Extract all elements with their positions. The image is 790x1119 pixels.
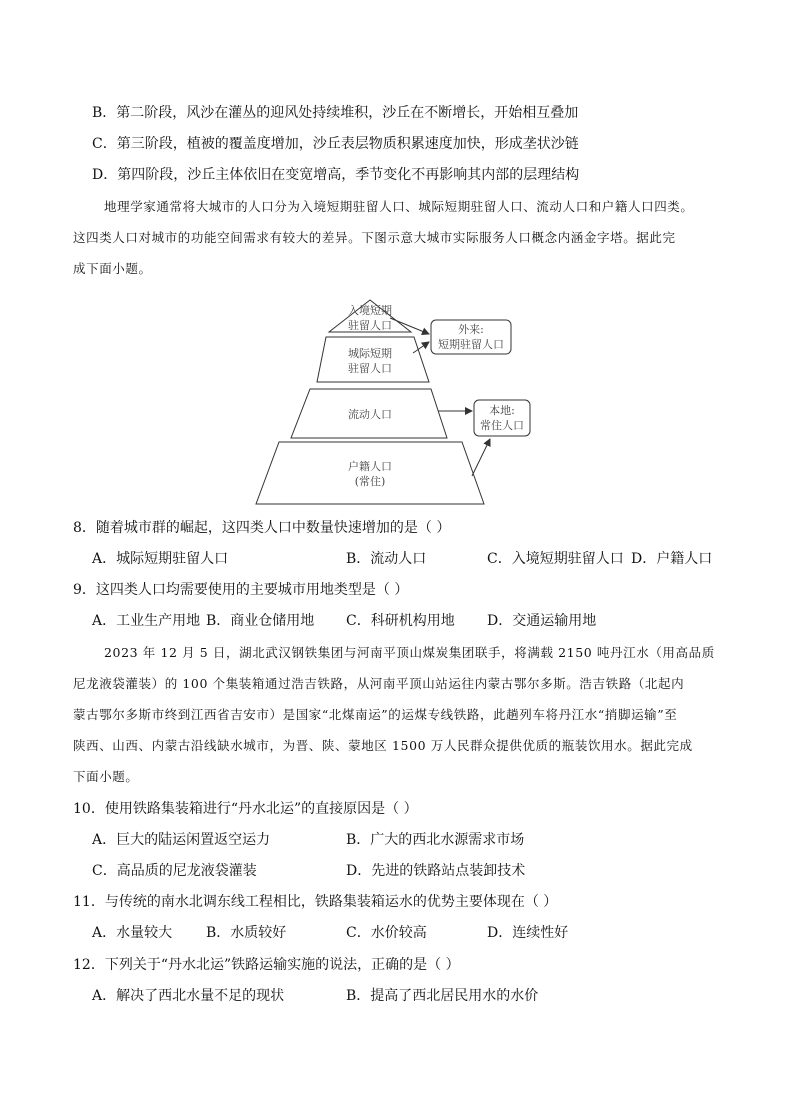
- q8-option-a: A．城际短期驻留人口: [92, 551, 229, 567]
- q12-stem: 12．下列关于“丹水北运”铁路运输实施的说法，正确的是（ ）: [73, 957, 460, 973]
- q8-stem: 8．随着城市群的崛起，这四类人口中数量快速增加的是（ ）: [73, 520, 451, 536]
- q9-option-c: C．科研机构用地: [346, 613, 455, 629]
- passage1-line-3: 成下面小题。: [73, 261, 152, 276]
- tier4-label-line2: (常住): [354, 475, 386, 488]
- q10-stem: 10．使用铁路集装箱进行“丹水北运”的直接原因是（ ）: [73, 801, 418, 817]
- q10-option-c: C．高品质的尼龙液袋灌装: [92, 863, 257, 879]
- q8-option-c: C．入境短期驻留人口: [487, 551, 624, 567]
- prev-option-c: C．第三阶段，植被的覆盖度增加，沙丘表层物质积累速度加快，形成垄状沙链: [92, 136, 579, 152]
- external-box-line1: 外来:: [458, 323, 484, 336]
- q12-option-b: B．提高了西北居民用水的水价: [346, 988, 539, 1004]
- passage2-line-5: 下面小题。: [73, 769, 139, 784]
- q8-option-b: B．流动人口: [346, 551, 427, 567]
- pyramid-tier-4: [256, 442, 484, 504]
- q11-option-a: A．水量较大: [92, 925, 173, 941]
- tier3-label: 流动人口: [348, 408, 392, 421]
- q11-option-d: D．连续性好: [487, 925, 569, 941]
- q11-option-b: B．水质较好: [206, 925, 287, 941]
- external-box-line2: 短期驻留人口: [438, 338, 504, 351]
- q9-option-b: B．商业仓储用地: [206, 613, 315, 629]
- passage1-line-1: 地理学家通常将大城市的人口分为入境短期驻留人口、城际短期驻留人口、流动人口和户籍人口四类。: [104, 199, 694, 214]
- arrow-tier4-to-local: [472, 439, 490, 476]
- population-pyramid-diagram: [250, 298, 540, 510]
- q11-stem: 11．与传统的南水北调东线工程相比，铁路集装箱运水的优势主要体现在（ ）: [73, 894, 558, 910]
- tier2-label-line2: 驻留人口: [348, 362, 392, 375]
- q9-stem: 9．这四类人口均需要使用的主要城市用地类型是（ ）: [73, 582, 409, 598]
- q11-option-c: C．水价较高: [346, 925, 427, 941]
- q8-option-d: D．户籍人口: [631, 551, 713, 567]
- passage2-line-2: 尼龙液袋灌装）的 100 个集装箱通过浩吉铁路，从河南平顶山站运往内蒙古鄂尔多斯。浩吉铁路（北起内: [73, 676, 685, 691]
- local-box-line1: 本地:: [489, 404, 515, 417]
- passage2-line-1: 2023 年 12 月 5 日，湖北武汉钢铁集团与河南平顶山煤炭集团联手，将满载 2150 吨丹江水（用高品质: [104, 645, 715, 660]
- q12-option-a: A．解决了西北水量不足的现状: [92, 988, 285, 1004]
- q10-option-a: A．巨大的陆运闲置返空运力: [92, 832, 271, 848]
- q9-option-a: A．工业生产用地: [92, 613, 201, 629]
- q9-option-d: D．交通运输用地: [487, 613, 597, 629]
- tier4-label-line1: 户籍人口: [348, 460, 392, 473]
- prev-option-d: D．第四阶段，沙丘主体依旧在变宽增高，季节变化不再影响其内部的层理结构: [92, 167, 580, 183]
- q10-option-b: B．广大的西北水源需求市场: [346, 832, 525, 848]
- passage2-line-3: 蒙古鄂尔多斯市终到江西省吉安市）是国家“北煤南运”的运煤专线铁路，此趟列车将丹江水“捎脚运输”至: [73, 707, 678, 722]
- tier1-label-line1: 入境短期: [348, 304, 392, 317]
- tier1-label-line2: 驻留人口: [348, 319, 392, 332]
- passage1-line-2: 这四类人口对城市的功能空间需求有较大的差异。下图示意大城市实际服务人口概念内涵金字塔。据此完: [73, 230, 676, 245]
- tier2-label-line1: 城际短期: [348, 347, 392, 360]
- prev-option-b: B．第二阶段，风沙在灌丛的迎风处持续堆积，沙丘在不断增长，开始相互叠加: [92, 105, 579, 121]
- passage2-line-4: 陕西、山西、内蒙古沿线缺水城市，为晋、陕、蒙地区 1500 万人民群众提供优质的瓶装饮用水。据此完成: [73, 738, 693, 753]
- local-box-line2: 常住人口: [480, 419, 524, 432]
- q10-option-d: D．先进的铁路站点装卸技术: [346, 863, 526, 879]
